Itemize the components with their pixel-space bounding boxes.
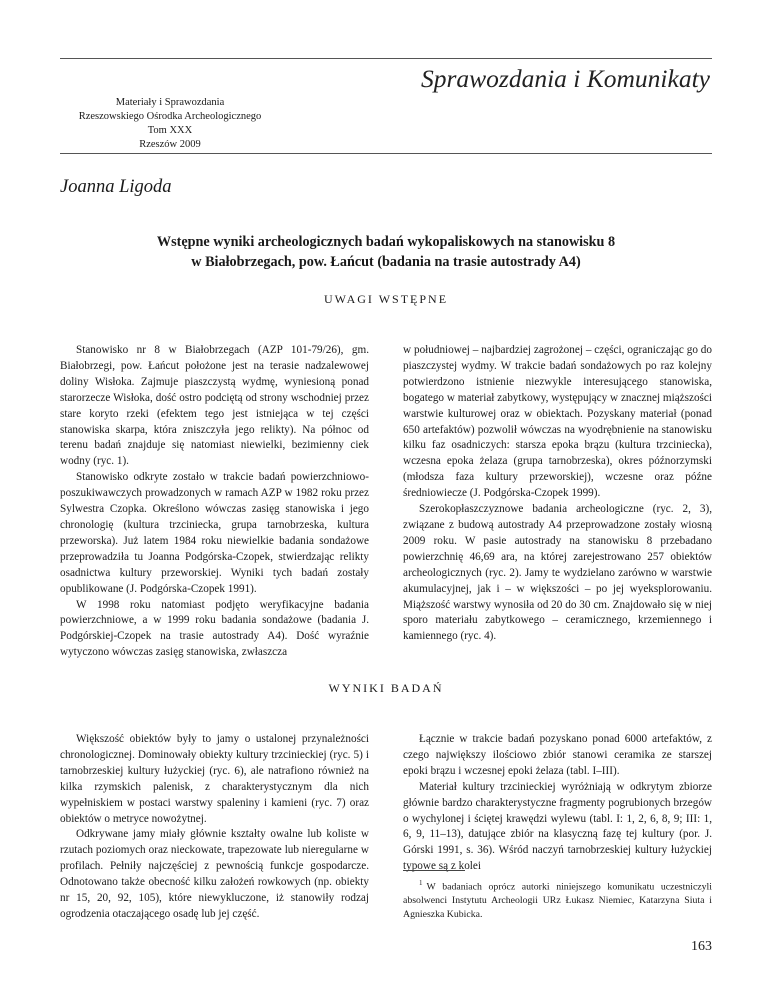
publisher-line: Materiały i Sprawozdania: [115, 97, 225, 108]
article-title: [60, 232, 712, 272]
publisher-line: Rzeszów 2009: [139, 139, 201, 150]
paragraph: w południowej – najbardziej zagrożonej – części, ograniczając go do piaszczystej wydmy. W trakcie badań sondażowych po raz kolejny potwierdzono istnienie niezwykle interesującego stanowiska, bogatego w materiał zabytkowy, występujący w znacznej miąższości warstwie kulturowej oraz w obiektach. Pozyskany materiał (ponad 650 artefaktów) pozwolił wówczas na wyodrębnienie na stanowisku kilku faz osadniczych: starsza epoka brązu (kultura trzciniecka), wczesna epoka żelaza (grupa tarnobrzeska), okres późnorzymski (młodsza faza kultury przeworskiej), wczesne oraz późne średniowiecze (J. Podgórska-Czopek 1999).: [403, 344, 712, 500]
paragraph: Łącznie w trakcie badań pozyskano ponad 6000 artefaktów, z czego największy ilościowo zbiór stanowi ceramika ze starszej epoki brązu i wczesnej epoki żelaza (tabl. I–III).: [403, 733, 712, 777]
header-bottom-rule: [60, 153, 712, 154]
page-number: 163: [691, 939, 712, 954]
footnote-marker: 1: [419, 879, 423, 887]
header-top-rule: [60, 58, 712, 59]
paragraph: Stanowisko nr 8 w Białobrzegach (AZP 101-79/26), gm. Białobrzegi, pow. Łańcut położone jest na terasie nadzalewowej doliny Wisłoka. Zajmuje piaszczystą wydmę, wyniesioną ponad starorzecze Wisłoka, dość ostro podciętą od strony wschodniej przez stare koryto rzeki (efektem tego jest istniejąca w tej części stanowiska skarpa, która zniszczyła jego relikty). Na północ od terenu badań znajduje się natomiast niewielki, bezimienny ciek wodny (ryc. 1).: [60, 344, 369, 468]
intro-right-column: [403, 343, 712, 645]
paragraph: W 1998 roku natomiast podjęto weryfikacyjne badania powierzchniowe, a w 1999 roku badania sondażowe (badania J. Podgórskiej-Czopek na trasie autostrady A4). Dość wyraźnie wytyczono wówczas zasięg stanowiska, zwłaszcza: [60, 598, 369, 659]
paragraph: Materiał kultury trzcinieckiej wyróżniają w odkrytym zbiorze głównie bardzo charakterystyczne fragmenty pogrubionych brzegów o wychylonej i ściętej krawędzi wylewu (tabl. I: 1, 2, 6, 8, 9; III: 1, 6, 9, 11–13), datujące zbiór na klasyczną fazę tej kultury (por. J. Górski 1991, s. 36). Wśród naczyń tarnobrzeskiej kultury łużyckiej typowe są z kolei: [403, 780, 712, 873]
section-heading-results: WYNIKI BADAŃ: [328, 681, 444, 695]
paragraph: Większość obiektów były to jamy o ustalonej przynależności chronologicznej. Dominowały obiekty kultury trzcinieckiej (ryc. 5) i tarnobrzeskiej kultury łużyckiej (ryc. 6), ale natrafiono również na kilka rzymskich palenisk, z charakterystycznym dla nich wypełniskiem w postaci warstwy spaleniny i kamieni (ryc. 7) oraz obiektów o metryce nowożytnej.: [60, 733, 369, 825]
section-heading-intro: UWAGI WSTĘPNE: [323, 292, 449, 306]
paragraph: Szerokopłaszczyznowe badania archeologiczne (ryc. 2, 3), związane z budową autostrady A4 przeprowadzone zostały wiosną 2009 roku. W pasie autostrady na stanowisku 8 przebadano powierzchnię 46,69 ara, na której zarejestrowano 257 obiektów archeologicznych (ryc. 2). Jamy te wydzielano zarówno w warstwie akumulacyjnej, jak i – w większości – po jej wyeksplorowaniu. Miąższość warstwy wynosiła od 20 do 30 cm. Znajdowało się w niej sporo materiału zabytkowego – ceramicznego, krzemiennego i kamiennego (ryc. 4).: [403, 503, 712, 643]
paragraph: Odkrywane jamy miały głównie kształty owalne lub koliste w rzutach poziomych oraz nieckowate, trapezowate lub nieregularne w profilach. Pełniły najczęściej z pewnością funkcje gospodarcze. Odnotowano także obecność kilku założeń rowkowych (np. obiekty nr 15, 20, 92, 105), które niewykluczone, iż stanowiły rodzaj ogrodzenia otaczającego osadę lub jej część.: [60, 828, 369, 920]
publisher-block: [60, 96, 280, 152]
article-title-line: w Białobrzegach, pow. Łańcut (badania na trasie autostrady A4): [191, 254, 581, 270]
footnote: [403, 876, 712, 922]
intro-left-column: [60, 343, 369, 661]
results-right-column: [403, 732, 712, 875]
results-left-column: [60, 732, 369, 923]
footnote-rule: [403, 870, 465, 871]
article-author: Joanna Ligoda: [60, 177, 172, 197]
paragraph: Stanowisko odkryte zostało w trakcie badań powierzchniowo-poszukiwawczych prowadzonych w ramach AZP w 1982 roku przez Sylwestra Czopka. Określono wówczas zasięg stanowiska i jego chronologię (kultura trzciniecka, grupa tarnobrzeska, kultura przeworska). Już latem 1984 roku niewielkie badania sondażowe przeprowadziła tu Joanna Podgórska-Czopek, stwierdzając relikty osadnictwa kultury przeworskiej. Wyniki tych badań zostały opublikowane (J. Podgórska-Czopek 1991).: [60, 471, 369, 595]
publisher-line: Tom XXX: [147, 125, 193, 136]
publisher-line: Rzeszowskiego Ośrodka Archeologicznego: [78, 111, 262, 122]
footnote-text: W badaniach oprócz autorki niniejszego komunikatu uczestniczyli absolwenci Instytutu Archeologii URz Łukasz Niemiec, Katarzyna Siuta i Agnieszka Kubicka.: [403, 881, 712, 921]
series-title: Sprawozdania i Komunikaty: [420, 64, 710, 93]
article-title-line: Wstępne wyniki archeologicznych badań wykopaliskowych na stanowisku 8: [156, 234, 616, 250]
